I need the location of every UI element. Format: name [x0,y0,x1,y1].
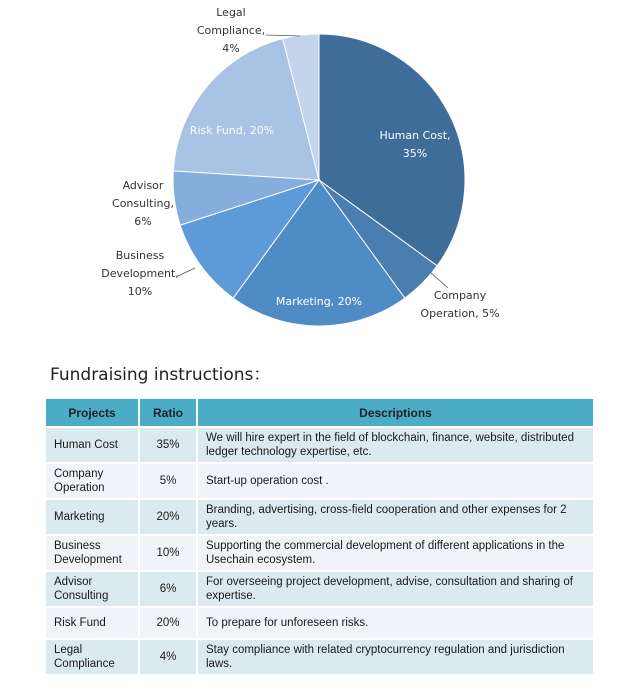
header-descriptions: Descriptions [196,399,593,426]
slice-label: Development, [101,267,179,280]
table-header-row [46,399,593,426]
cell-description: For overseeing project development, advise, consultation and sharing of expertise. [196,572,593,606]
cell-project: Advisor Consulting [46,572,138,606]
slice-label: Company [433,289,487,302]
header-projects: Projects [46,399,138,426]
cell-description: We will hire expert in the field of blockchain, finance, website, distributed ledger technology expertise, etc. [196,428,593,462]
cell-project: Human Cost [46,428,138,462]
table-row [46,464,593,498]
cell-project: Business Development [46,536,138,570]
table-row [46,428,593,462]
cell-description: Branding, advertising, cross-field cooperation and other expenses for 2 years. [196,500,593,534]
slice-label: Advisor [122,179,164,192]
table-row [46,500,593,534]
cell-ratio: 35% [138,428,196,462]
slice-label: 35% [402,147,428,160]
pie-chart [0,0,640,340]
slice-label: Risk Fund, 20% [189,124,275,137]
leader-line [178,268,195,276]
cell-project: Marketing [46,500,138,534]
cell-project: Legal Compliance [46,640,138,674]
slice-label: 4% [222,42,240,55]
cell-description: Stay compliance with related cryptocurrency regulation and jurisdiction laws. [196,640,593,674]
slice-label: Operation, 5% [420,307,500,320]
table-row [46,536,593,570]
cell-ratio: 20% [138,500,196,534]
table-row [46,572,593,606]
leader-line [266,35,300,36]
cell-ratio: 4% [138,640,196,674]
leader-line [430,272,448,288]
cell-description: Start-up operation cost . [196,464,593,498]
table-row [46,608,593,638]
slice-label: Legal [216,6,246,19]
cell-ratio: 6% [138,572,196,606]
cell-description: To prepare for unforeseen risks. [196,608,593,638]
cell-ratio: 10% [138,536,196,570]
cell-project: Company Operation [46,464,138,498]
pie-chart-svg [0,0,640,340]
cell-ratio: 20% [138,608,196,638]
slice-label: Consulting, [112,197,174,210]
slice-label: 10% [127,285,153,298]
fundraising-table [46,397,593,676]
header-ratio: Ratio [138,399,196,426]
slice-label: Marketing, 20% [275,295,363,308]
cell-description: Supporting the commercial development of different applications in the Usechain ecosystem. [196,536,593,570]
cell-project: Risk Fund [46,608,138,638]
slice-label: Compliance, [196,24,266,37]
section-title: Fundraising instructions： [50,365,271,385]
table-row [46,640,593,674]
cell-ratio: 5% [138,464,196,498]
slice-label: 6% [134,215,152,228]
slice-label: Human Cost, [379,129,451,142]
slice-label: Business [115,249,165,262]
